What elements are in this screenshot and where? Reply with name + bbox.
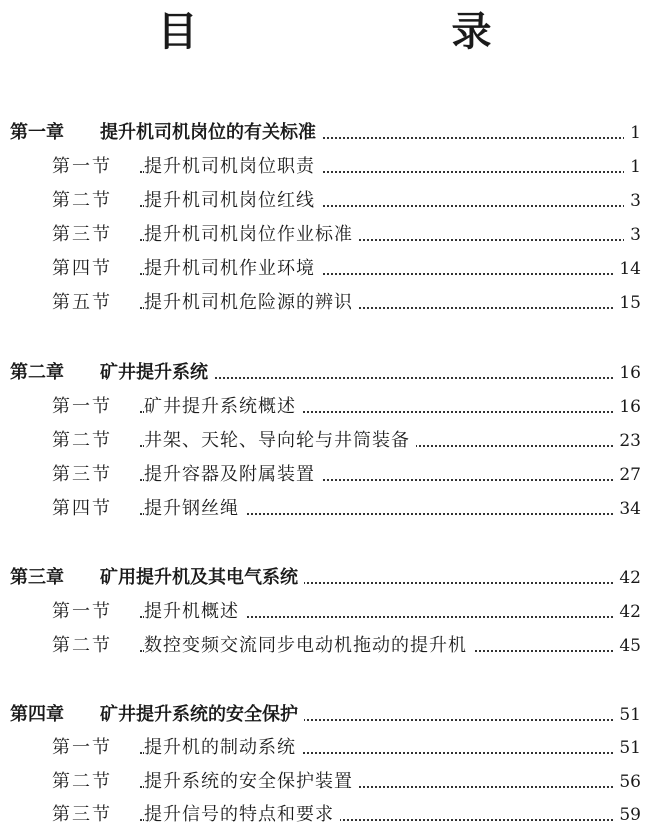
toc-chapter-4[interactable] <box>0 702 649 728</box>
page-number: 59 <box>613 802 641 828</box>
section-label: 第一节 <box>52 601 112 622</box>
section-label: 第二节 <box>52 190 112 211</box>
section-title: 提升系统的安全保护装置 <box>144 769 359 795</box>
toc-section-2-1[interactable] <box>0 394 649 420</box>
toc-section-3-2[interactable] <box>0 633 649 659</box>
toc-section-2-2[interactable] <box>0 428 649 454</box>
page-number: 23 <box>613 428 641 454</box>
chapter-label: 第二章 <box>10 362 64 383</box>
section-label: 第二节 <box>52 635 112 656</box>
toc-section-2-4[interactable] <box>0 496 649 522</box>
chapter-label: 第三章 <box>10 567 64 588</box>
toc-section-4-1[interactable] <box>0 735 649 761</box>
section-label: 第一节 <box>52 396 112 417</box>
page-number: 51 <box>613 735 641 761</box>
chapter-title: 矿井提升系统 <box>100 360 214 386</box>
section-label: 第四节 <box>52 258 112 279</box>
toc-section-3-1[interactable] <box>0 599 649 625</box>
toc-section-1-1[interactable] <box>0 154 649 180</box>
page-number: 15 <box>613 290 641 316</box>
toc-section-1-4[interactable] <box>0 256 649 282</box>
section-title: 提升机司机岗位职责 <box>144 154 321 180</box>
chapter-title: 矿用提升机及其电气系统 <box>100 565 304 591</box>
section-title: 提升容器及附属装置 <box>144 462 321 488</box>
section-label: 第一节 <box>52 156 112 177</box>
chapter-label: 第四章 <box>10 704 64 725</box>
section-title: 提升机概述 <box>144 599 245 625</box>
section-title: 提升机司机危险源的辨识 <box>144 290 359 316</box>
toc-section-4-2[interactable] <box>0 769 649 795</box>
page-number: 16 <box>613 360 641 386</box>
page-number: 27 <box>613 462 641 488</box>
toc-section-2-3[interactable] <box>0 462 649 488</box>
section-title: 提升机的制动系统 <box>144 735 302 761</box>
chapter-title: 提升机司机岗位的有关标准 <box>100 120 322 146</box>
page-number: 1 <box>624 154 641 180</box>
toc-chapter-3[interactable] <box>0 565 649 591</box>
toc-chapter-1[interactable] <box>0 120 649 146</box>
section-label: 第二节 <box>52 430 112 451</box>
page-number: 45 <box>613 633 641 659</box>
page-title: 目 录 <box>157 9 550 55</box>
section-label: 第四节 <box>52 498 112 519</box>
section-label: 第三节 <box>52 224 112 245</box>
section-title: 提升机司机岗位作业标准 <box>144 222 359 248</box>
page-number: 3 <box>624 222 641 248</box>
section-title: 提升机司机作业环境 <box>144 256 321 282</box>
page-number: 3 <box>624 188 641 214</box>
section-title: 提升信号的特点和要求 <box>144 802 340 828</box>
chapter-label: 第一章 <box>10 122 64 143</box>
section-label: 第三节 <box>52 804 112 825</box>
page-number: 1 <box>624 120 641 146</box>
page-number: 56 <box>613 769 641 795</box>
page-number: 16 <box>613 394 641 420</box>
section-label: 第二节 <box>52 771 112 792</box>
section-title: 提升机司机岗位红线 <box>144 188 321 214</box>
toc-section-1-5[interactable] <box>0 290 649 316</box>
section-label: 第三节 <box>52 464 112 485</box>
page-number: 14 <box>613 256 641 282</box>
toc-section-4-3[interactable] <box>0 802 649 828</box>
toc-chapter-2[interactable] <box>0 360 649 386</box>
section-title: 提升钢丝绳 <box>144 496 245 522</box>
section-label: 第一节 <box>52 737 112 758</box>
toc-section-1-3[interactable] <box>0 222 649 248</box>
page-number: 42 <box>613 565 641 591</box>
section-label: 第五节 <box>52 292 112 313</box>
page-number: 51 <box>613 702 641 728</box>
section-title: 矿井提升系统概述 <box>144 394 302 420</box>
page-number: 42 <box>613 599 641 625</box>
page-number: 34 <box>613 496 641 522</box>
toc-section-1-2[interactable] <box>0 188 649 214</box>
section-title: 数控变频交流同步电动机拖动的提升机 <box>144 633 473 659</box>
chapter-title: 矿井提升系统的安全保护 <box>100 702 304 728</box>
section-title: 井架、天轮、导向轮与井筒装备 <box>144 428 416 454</box>
